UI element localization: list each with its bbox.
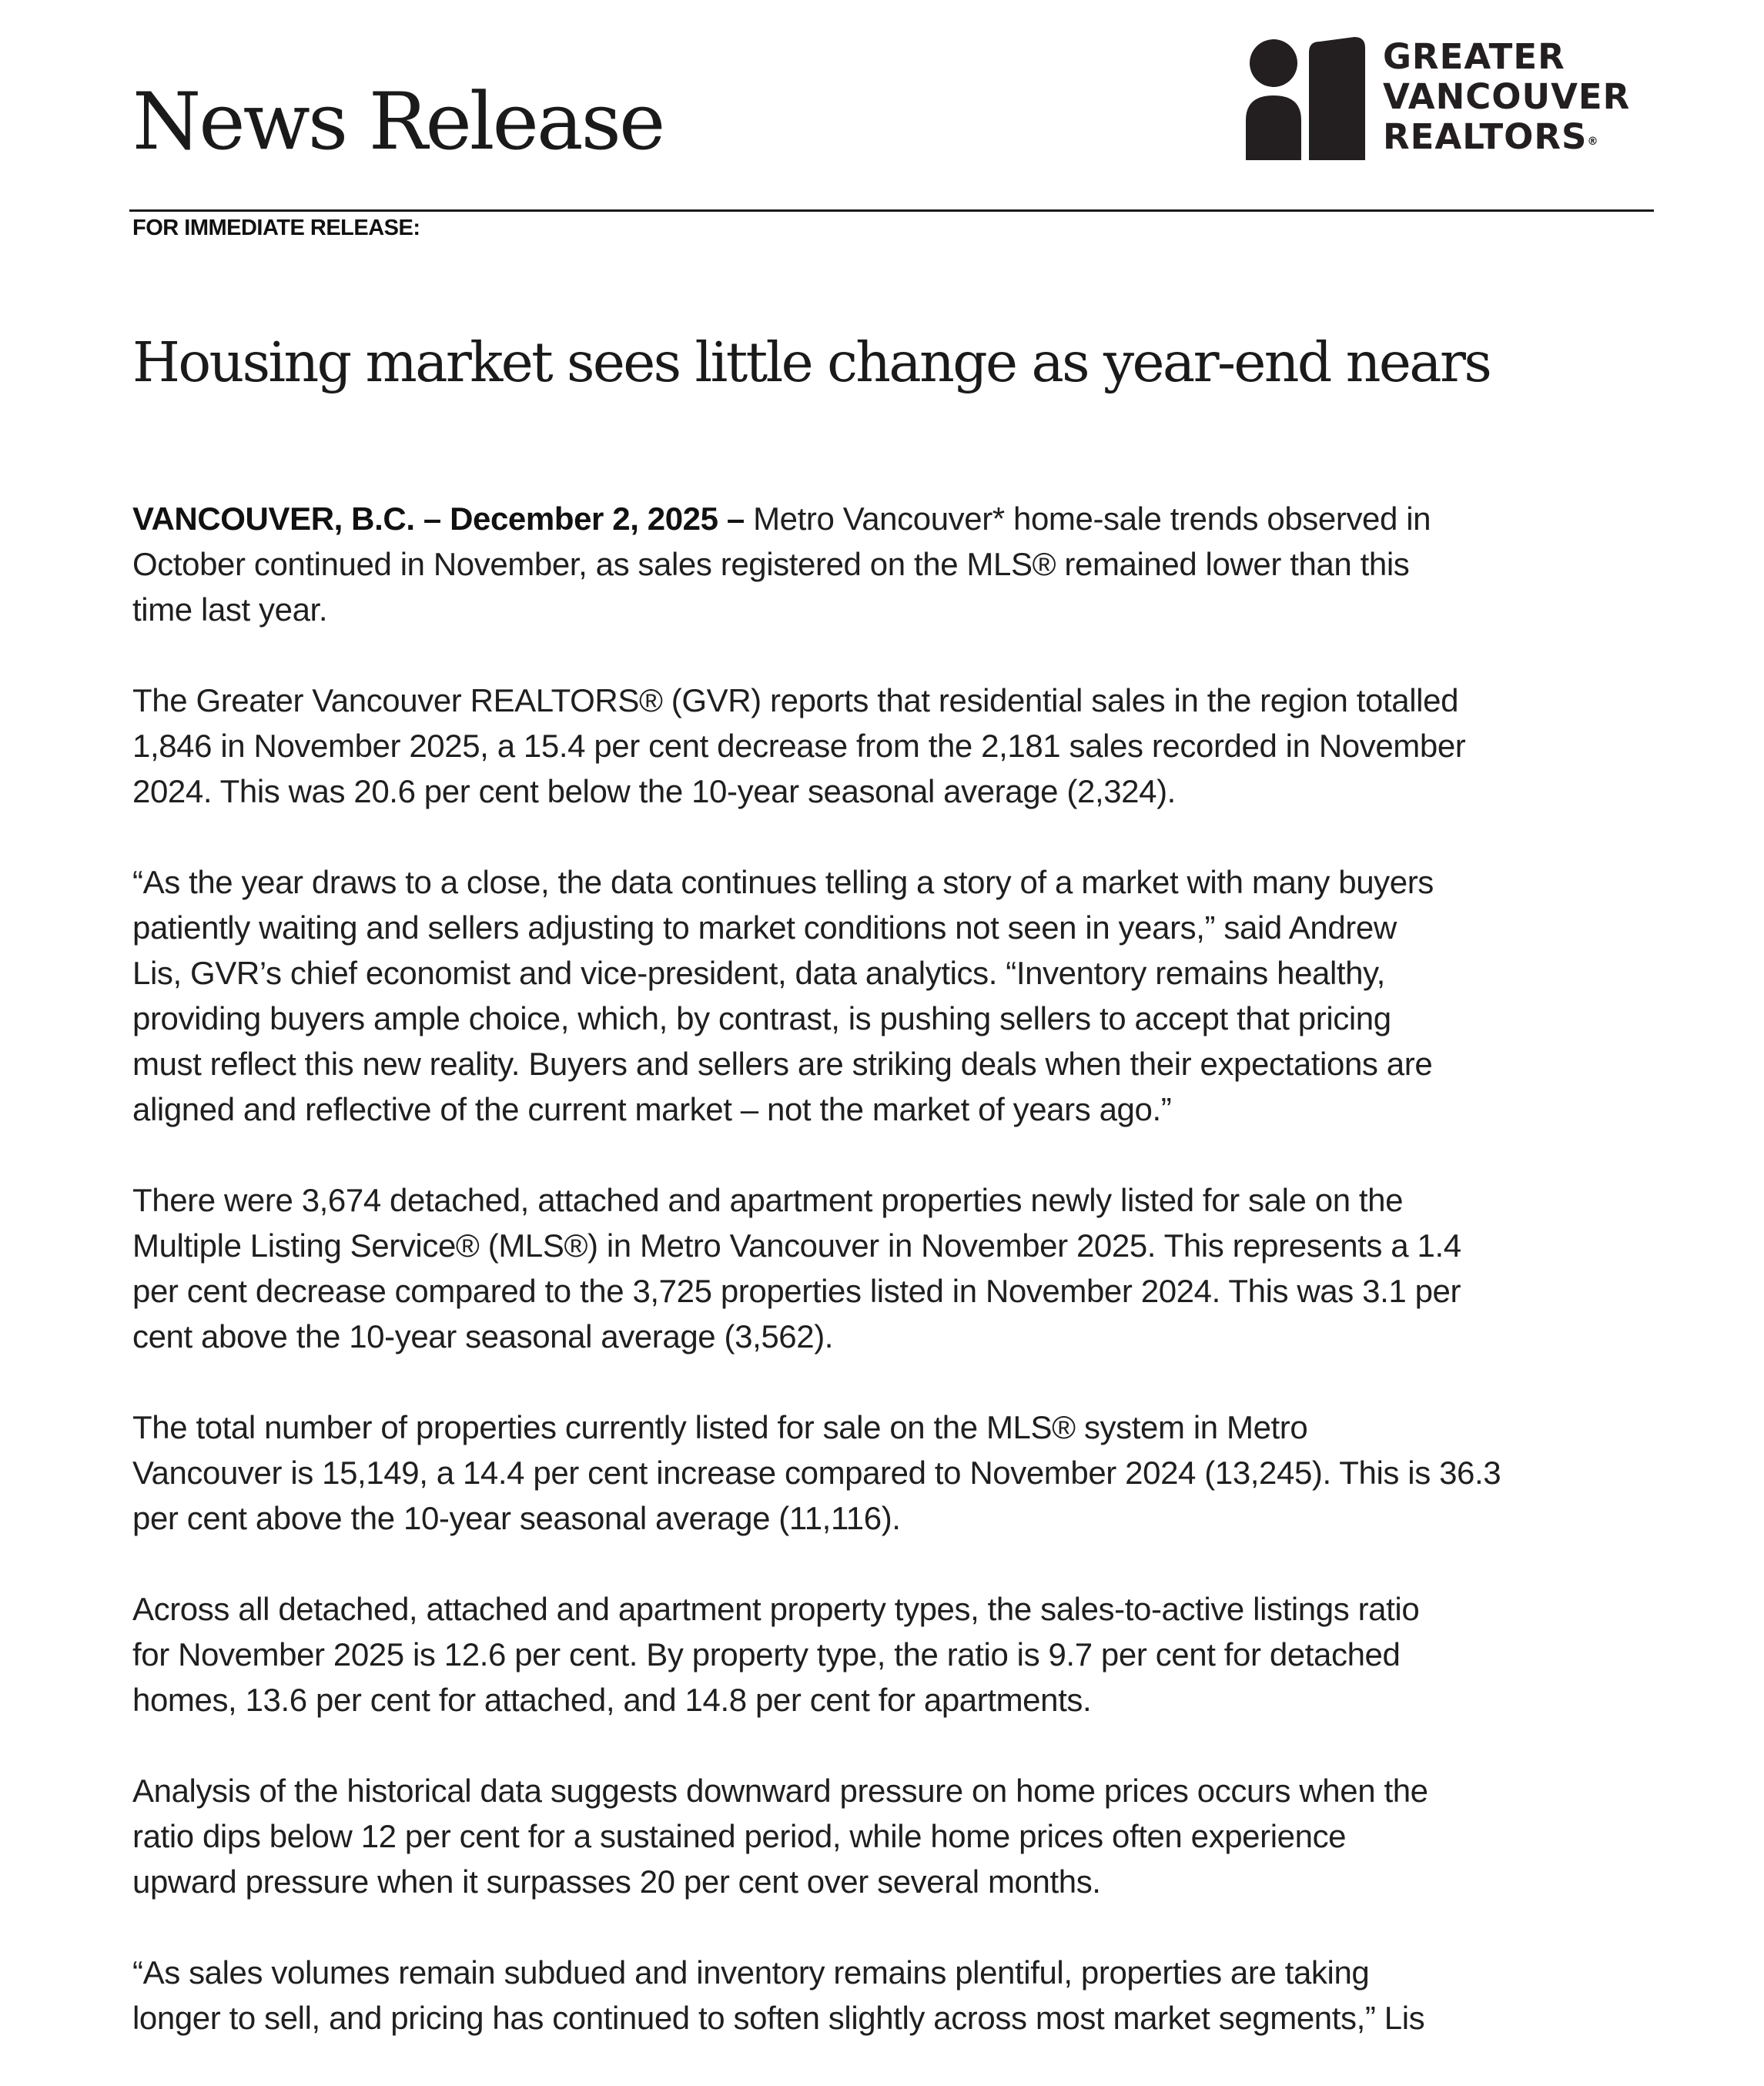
gvr-logo-wordmark: [1383, 37, 1630, 157]
paragraph-line: providing buyers ample choice, which, by contrast, is pushing sellers to accept that pricing: [132, 1000, 1391, 1036]
paragraph-line: “As the year draws to a close, the data continues telling a story of a market with many buyers: [132, 864, 1434, 900]
logo-line-2: VANCOUVER: [1383, 76, 1631, 117]
paragraph-line: longer to sell, and pricing has continued to soften slightly across most market segments,” Lis: [132, 2000, 1425, 2036]
logo-line-1: GREATER: [1383, 36, 1565, 77]
paragraph-line: 1,846 in November 2025, a 15.4 per cent decrease from the 2,181 sales recorded in November: [132, 728, 1466, 764]
logo-line-3: REALTORS: [1383, 116, 1588, 157]
gvr-logo: [1246, 37, 1652, 168]
dateline: VANCOUVER, B.C. – December 2, 2025 –: [132, 501, 745, 537]
paragraph-line: ratio dips below 12 per cent for a sustained period, while home prices often experience: [132, 1818, 1347, 1854]
paragraph-line: per cent above the 10-year seasonal average (11,116).: [132, 1500, 901, 1536]
paragraph-3: [132, 859, 1657, 1132]
paragraph-line: time last year.: [132, 591, 328, 628]
paragraph-line: The Greater Vancouver REALTORS® (GVR) reports that residential sales in the region totalled: [132, 682, 1459, 718]
paragraph-1: [132, 496, 1657, 632]
release-label: FOR IMMEDIATE RELEASE:: [132, 216, 420, 240]
paragraph-line: October continued in November, as sales registered on the MLS® remained lower than this: [132, 546, 1410, 582]
document-type-title: News Release: [132, 76, 664, 168]
paragraph-line: There were 3,674 detached, attached and apartment properties newly listed for sale on the: [132, 1182, 1404, 1218]
paragraph-line: cent above the 10-year seasonal average (3,562).: [132, 1318, 834, 1354]
paragraph-line: 2024. This was 20.6 per cent below the 10-year seasonal average (2,324).: [132, 773, 1176, 809]
paragraph-line: Lis, GVR’s chief economist and vice-president, data analytics. “Inventory remains healthy,: [132, 955, 1385, 991]
paragraph-5: [132, 1405, 1657, 1541]
paragraph-line: per cent decrease compared to the 3,725 properties listed in November 2024. This was 3.1 per: [132, 1273, 1461, 1309]
paragraph-line: homes, 13.6 per cent for attached, and 14.8 per cent for apartments.: [132, 1682, 1092, 1718]
paragraph-line: Multiple Listing Service® (MLS®) in Metro Vancouver in November 2025. This represents a 1.4: [132, 1227, 1461, 1264]
paragraph-4: [132, 1177, 1657, 1359]
header-divider: [129, 209, 1654, 212]
paragraph-line: patiently waiting and sellers adjusting to market conditions not seen in years,” said Andrew: [132, 909, 1397, 946]
paragraph-line: Metro Vancouver* home-sale trends observed in: [744, 501, 1431, 537]
paragraph-line: upward pressure when it surpasses 20 per cent over several months.: [132, 1863, 1101, 1900]
article-body: [132, 496, 1657, 2086]
paragraph-8: [132, 1950, 1657, 2041]
paragraph-line: must reflect this new reality. Buyers and sellers are striking deals when their expectations are: [132, 1046, 1433, 1082]
paragraph-line: Analysis of the historical data suggests downward pressure on home prices occurs when the: [132, 1773, 1428, 1809]
paragraph-line: Across all detached, attached and apartment property types, the sales-to-active listings ratio: [132, 1591, 1420, 1627]
paragraph-7: [132, 1768, 1657, 1904]
paragraph-line: “As sales volumes remain subdued and inventory remains plentiful, properties are taking: [132, 1954, 1370, 1991]
paragraph-line: Vancouver is 15,149, a 14.4 per cent increase compared to November 2024 (13,245). This is 36.3: [132, 1455, 1501, 1491]
paragraph-line: for November 2025 is 12.6 per cent. By property type, the ratio is 9.7 per cent for detached: [132, 1636, 1401, 1672]
gvr-logo-mark-icon: [1246, 37, 1365, 160]
paragraph-2: [132, 678, 1657, 814]
paragraph-line: The total number of properties currently listed for sale on the MLS® system in Metro: [132, 1409, 1308, 1445]
headline: Housing market sees little change as year-end nears: [132, 330, 1491, 394]
paragraph-line: aligned and reflective of the current market – not the market of years ago.”: [132, 1091, 1172, 1127]
paragraph-6: [132, 1586, 1657, 1723]
logo-registered-mark: ®: [1587, 136, 1599, 148]
